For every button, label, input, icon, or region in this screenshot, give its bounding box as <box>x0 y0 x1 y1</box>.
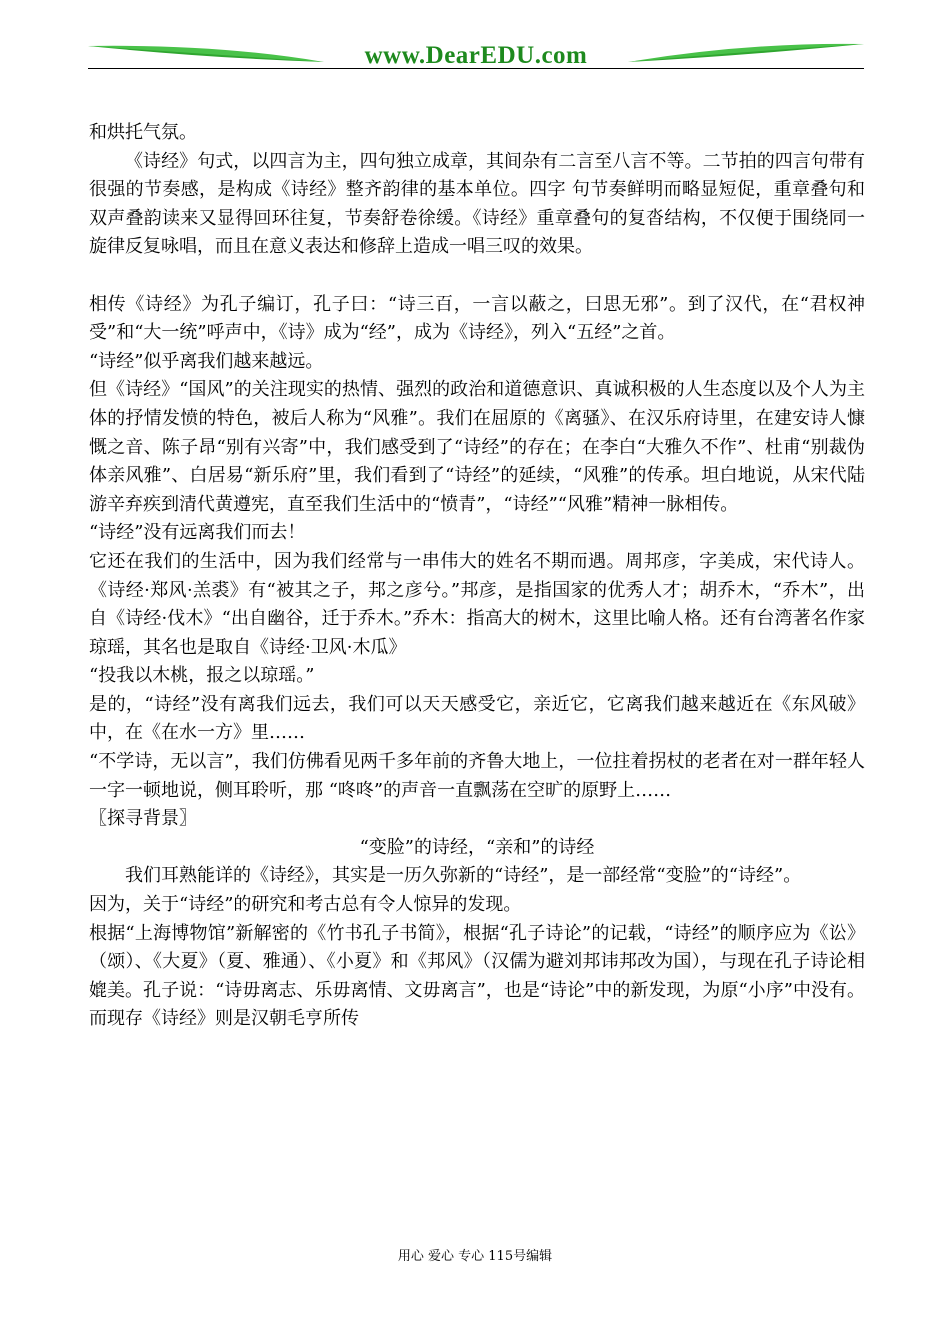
paragraph: 它还在我们的生活中，因为我们经常与一串伟大的姓名不期而遇。周邦彦，字美成，宋代诗人。《诗经·郑风·羔裘》有“被其之子，邦之彦兮。”邦彦，是指国家的优秀人才；胡乔木，“乔木”，出自《诗经·伐木》“出自幽谷，迁于乔木。”乔木：指高大的树木，这里比喻人格。还有台湾著名作家琼瑶，其名也是取自《诗经·卫风·木瓜》 <box>89 550 865 658</box>
paragraph: 我们耳熟能详的《诗经》，其实是一历久弥新的“诗经”，是一部经常“变脸”的“诗经”。 <box>125 865 802 887</box>
site-header <box>88 38 864 72</box>
paragraph: 和烘托气氛。 <box>89 122 197 143</box>
paragraph: 《诗经》句式，以四言为主，四句独立成章，其间杂有二言至八言不等。二节拍的四言句带有很强的节奏感，是构成《诗经》整齐韵律的基本单位。四字 句节奏鲜明而略显短促，重章叠句和双声叠韵读来又显得回环往复，节奏舒卷徐缓。《诗经》重章叠句的复沓结构，不仅便于围绕同一旋律反复咏唱，而且在意义表达和修辞上造成一唱三叹的效果。 <box>89 150 865 258</box>
paragraph: “投我以木桃，报之以琼瑶。” <box>89 665 315 687</box>
paragraph: 但《诗经》“国风”的关注现实的热情、强烈的政治和道德意识、真诚积极的人生态度以及个人为主体的抒情发愤的特色，被后人称为“风雅”。我们在屈原的《离骚》、在汉乐府诗里，在建安诗人慷慨之音、陈子昂“别有兴寄”中，我们感受到了“诗经”的存在；在李白“大雅久不作”、杜甫“别裁伪体亲风雅”、白居易“新乐府”里，我们看到了“诗经”的延续，“风雅”的传承。坦白地说，从宋代陆游辛弃疾到清代黄遵宪，直至我们生活中的“愤青”，“诗经”“风雅”精神一脉相传。 <box>89 379 865 515</box>
site-logo: www.DearEDU.com <box>364 42 588 69</box>
page-footer: 用心 爱心 专心 115号编辑 <box>397 1249 553 1264</box>
paragraph: 相传《诗经》为孔子编订，孔子曰：“诗三百，一言以蔽之，曰思无邪”。到了汉代，在“君权神受”和“大一统”呼声中，《诗》成为“经”，成为《诗经》，列入“五经”之首。 <box>89 293 865 344</box>
paragraph: 根据“上海博物馆”新解密的《竹书孔子书简》，根据“孔子诗论”的记载，“诗经”的顺序应为《讼》（颂）、《大夏》（夏、雅通）、《小夏》和《邦风》（汉儒为避刘邦讳邦改为国），与现在孔子诗论相媲美。孔子说：“诗毋离志、乐毋离情、文毋离言”，也是“诗论”中的新发现，为原“小序”中没有。而现存《诗经》则是汉朝毛亨所传 <box>89 922 865 1030</box>
paragraph: “诗经”没有远离我们而去！ <box>89 522 306 544</box>
article-body <box>89 119 865 1034</box>
paragraph: “诗经”似乎离我们越来越远。 <box>89 350 324 372</box>
blank-line <box>89 262 865 291</box>
header-divider <box>88 68 864 69</box>
section-label: 〖探寻背景〗 <box>89 808 197 830</box>
paragraph: 因为，关于“诗经”的研究和考古总有令人惊异的发现。 <box>89 894 522 916</box>
paragraph: 是的，“诗经”没有离我们远去，我们可以天天感受它，亲近它，它离我们越来越近在《东风破》中，在《在水一方》里…… <box>89 693 865 744</box>
paragraph: “不学诗，无以言”，我们仿佛看见两千多年前的齐鲁大地上，一位拄着拐杖的老者在对一群年轻人一字一顿地说，侧耳聆听，那 “咚咚”的声音一直飘荡在空旷的原野上…… <box>89 751 865 801</box>
section-heading: “变脸”的诗经，“亲和”的诗经 <box>359 836 595 858</box>
